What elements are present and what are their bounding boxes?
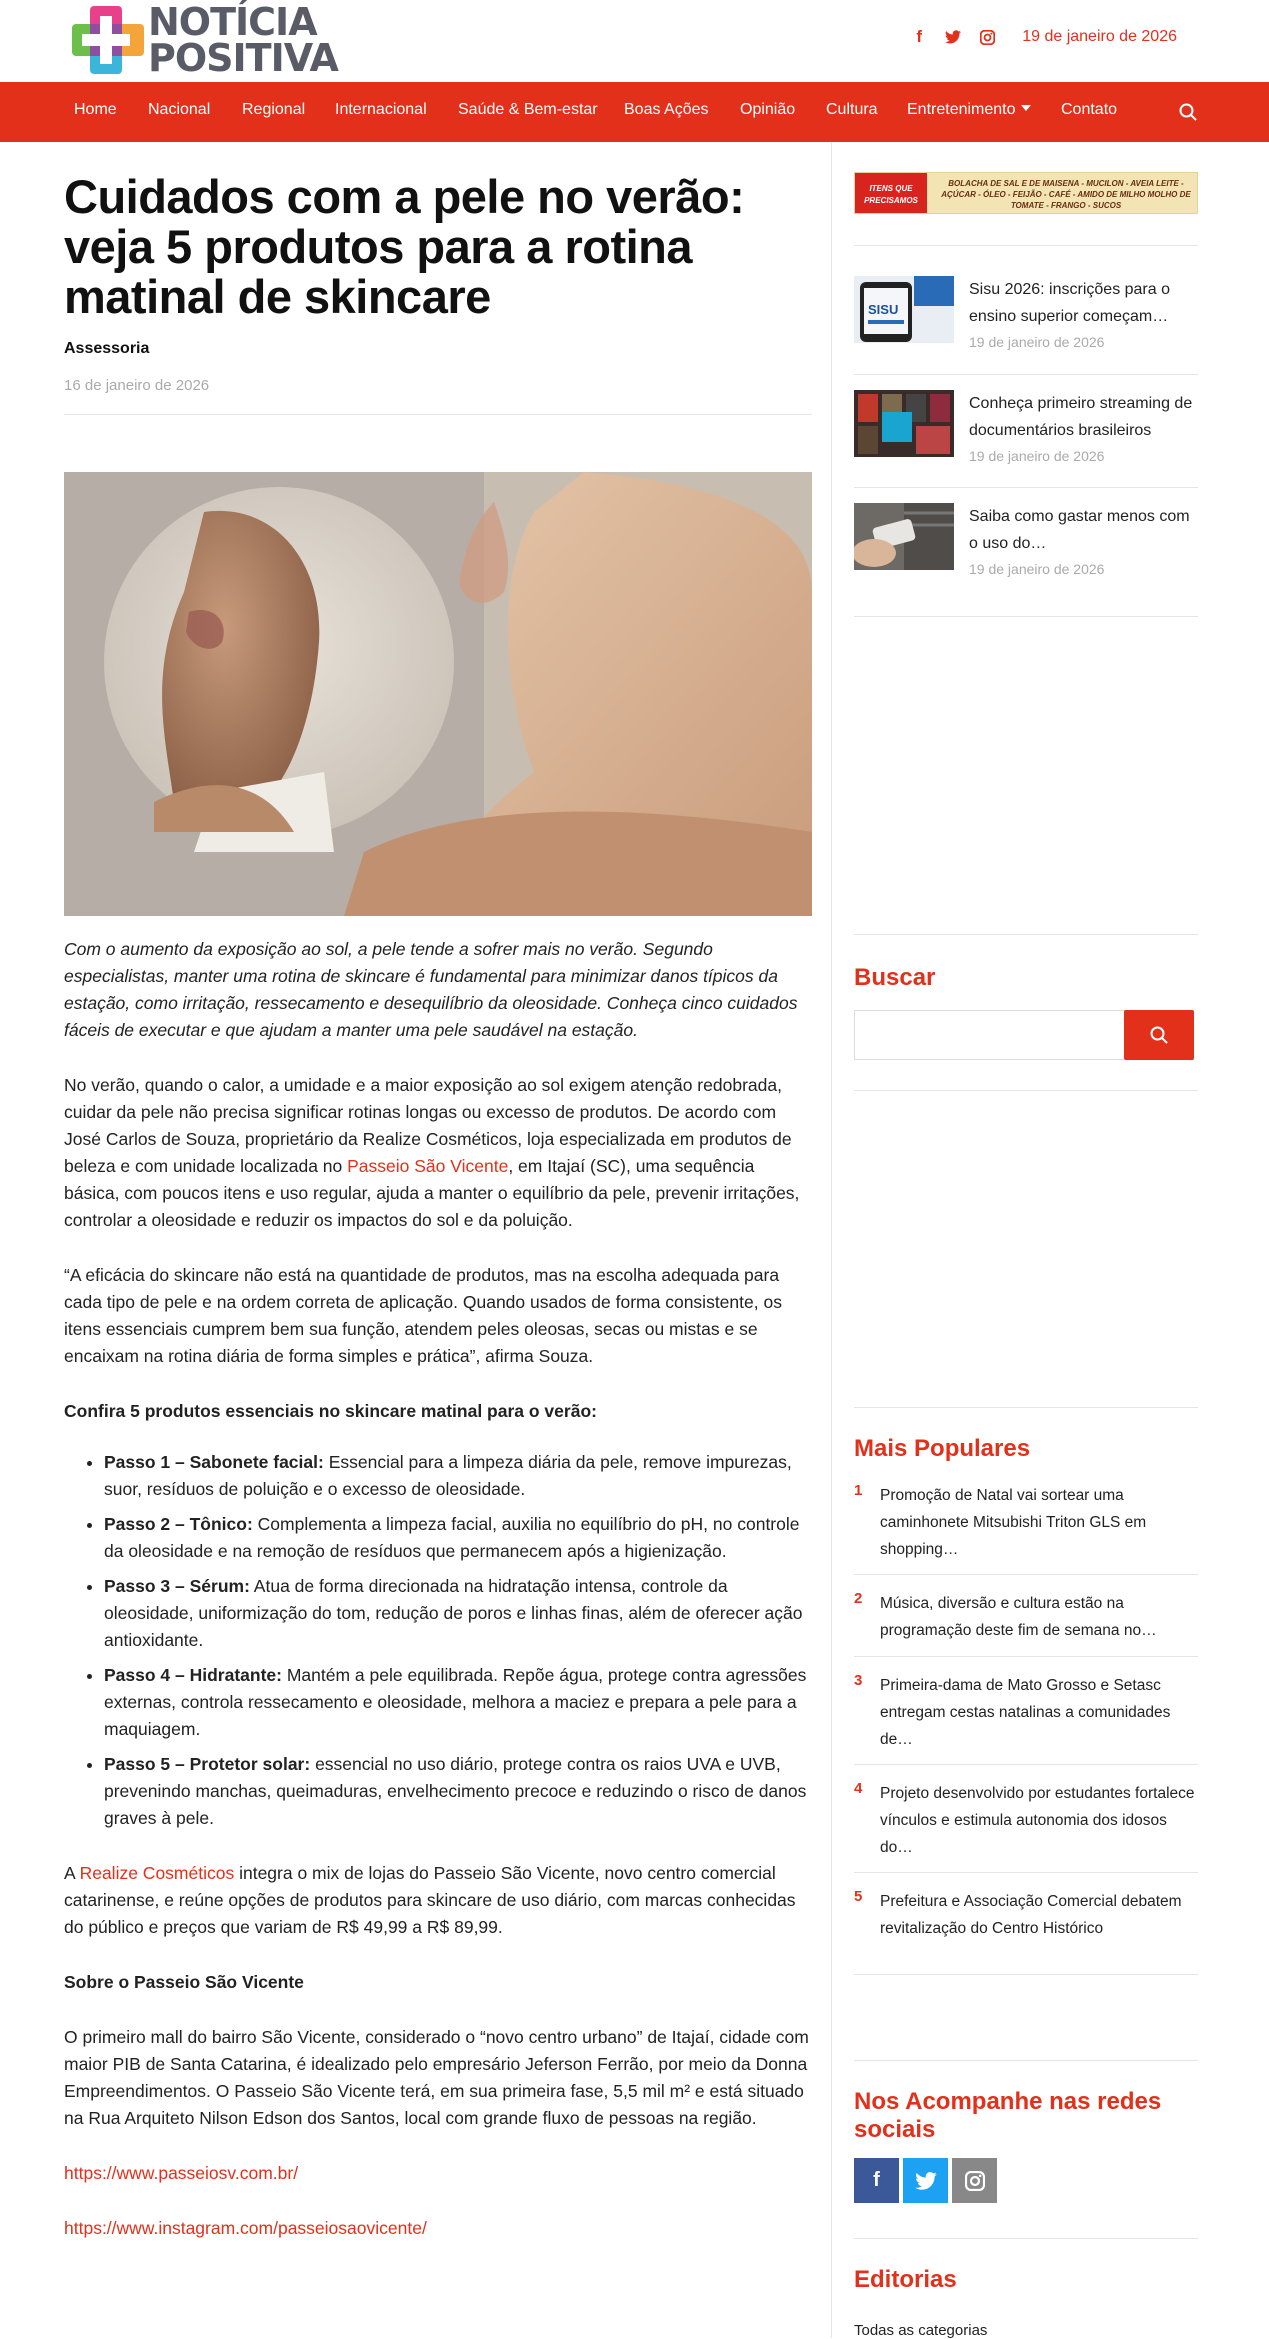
- divider: [854, 2060, 1198, 2061]
- article-lead: Com o aumento da exposição ao sol, a pele tende a sofrer mais no verão. Segundo especialistas, manter uma rotina de skincare é fundamental para minimizar danos típicos da estação, como irritação, ressecamento e desequilíbrio da oleosidade. Conheça cinco cuidados fáceis de executar e que ajudam a manter uma pele saudável na estação.: [64, 939, 798, 1040]
- list-item: [104, 1511, 812, 1565]
- nav-item-contato[interactable]: Contato: [1061, 101, 1118, 118]
- step-text: Mantém a pele equilibrada. Repõe água, protege contra agressões externas, controla ressecamento e oleosidade, melhora a maciez e prepara a pele para a maquiagem.: [104, 1665, 807, 1739]
- topbar-right: [910, 27, 1177, 47]
- popular-title[interactable]: Projeto desenvolvido por estudantes fortalece vínculos e estimula autonomia dos idosos do…: [880, 1785, 1195, 1856]
- header: [0, 0, 1269, 82]
- step-text: Atua de forma direcionada na hidratação intensa, controle da oleosidade, uniformização do tom, redução de poros e linhas finas, além de oferecer ação antioxidante.: [104, 1576, 803, 1650]
- article-quote: “A eficácia do skincare não está na quantidade de produtos, mas na escolha adequada para cada tipo de pele e na ordem correta de aplicação. Quando usados de forma consistente, os itens essenciais cumprem bem sua função, atendem peles oleosas, secas ou mistas e se encaixam na rotina diária de forma simples e prática”, afirma Souza.: [64, 1265, 782, 1366]
- divider: [854, 934, 1198, 935]
- step-label: Passo 4 – Hidratante:: [104, 1665, 282, 1685]
- popular-rank: 4: [854, 1780, 863, 1797]
- nav-item-entretenimento[interactable]: [907, 101, 1031, 119]
- divider: [854, 374, 1198, 375]
- news-thumbnail: [854, 276, 954, 343]
- sidebar: [831, 142, 1197, 2338]
- divider: [854, 1872, 1198, 1873]
- sidebar-news-item[interactable]: [854, 503, 1198, 593]
- popular-rank: 5: [854, 1888, 863, 1905]
- instagram-icon[interactable]: [952, 2158, 997, 2203]
- nav-item-home[interactable]: Home: [74, 101, 117, 118]
- popular-heading: Mais Populares: [854, 1435, 1031, 1462]
- search-icon[interactable]: [1178, 102, 1198, 122]
- nav-item-regional[interactable]: Regional: [242, 101, 306, 118]
- divider: [854, 616, 1198, 617]
- divider: [854, 245, 1198, 246]
- passeio-sao-vicente-link[interactable]: Passeio São Vicente: [347, 1156, 509, 1176]
- divider: [854, 487, 1198, 488]
- nav-item-entretenimento-label: Entretenimento: [907, 101, 1016, 118]
- popular-title[interactable]: Música, diversão e cultura estão na programação deste fim de semana no…: [880, 1595, 1157, 1639]
- step-label: Passo 2 – Tônico:: [104, 1514, 253, 1534]
- news-date: 19 de janeiro de 2026: [969, 561, 1105, 577]
- p2-text-before: A: [64, 1863, 80, 1883]
- popular-item[interactable]: [854, 1482, 1198, 1562]
- divider: [854, 2238, 1198, 2239]
- news-title[interactable]: Conheça primeiro streaming de documentários brasileiros: [969, 395, 1193, 439]
- popular-rank: 2: [854, 1590, 863, 1607]
- site-logo[interactable]: [68, 2, 338, 78]
- step-label: Passo 3 – Sérum:: [104, 1576, 250, 1596]
- step-label: Passo 1 – Sabonete facial:: [104, 1452, 324, 1472]
- passeio-website-link[interactable]: https://www.passeiosv.com.br/: [64, 2163, 299, 2183]
- step-text: essencial no uso diário, protege contra os raios UVA e UVB, prevenindo manchas, queimaduras, envelhecimento precoce e reduzindo o risco de danos graves à pele.: [104, 1754, 807, 1828]
- article-hero-image: [64, 472, 812, 916]
- hero-photo-illustration: [64, 472, 812, 916]
- popular-title[interactable]: Promoção de Natal vai sortear uma caminhonete Mitsubishi Triton GLS em shopping…: [880, 1487, 1147, 1558]
- divider: [854, 1407, 1198, 1408]
- about-paragraph: O primeiro mall do bairro São Vicente, considerado o “novo centro urbano” de Itajaí, cidade com maior PIB de Santa Catarina, é idealizado pelo empresário Jeferson Ferrão, por meio da Donna Empreendimentos. O Passeio São Vicente terá, em sua primeira fase, 5,5 mil m² e está situado na Rua Arquiteto Nilson Edson dos Santos, local com grande fluxo de pessoas na região.: [64, 2027, 809, 2128]
- list-heading: Confira 5 produtos essenciais no skincare matinal para o verão:: [64, 1401, 597, 1421]
- logo-line2: POSITIVA: [148, 36, 338, 80]
- divider: [854, 1574, 1198, 1575]
- search-icon: [1149, 1025, 1169, 1045]
- popular-rank: 3: [854, 1672, 863, 1689]
- divider: [854, 1764, 1198, 1765]
- search-input[interactable]: [854, 1010, 1126, 1060]
- chevron-down-icon: [1021, 105, 1031, 111]
- categories-heading: Editorias: [854, 2266, 957, 2293]
- ad-banner[interactable]: [854, 172, 1198, 214]
- news-thumbnail: [854, 503, 954, 570]
- popular-item[interactable]: [854, 1590, 1198, 1644]
- nav-item-boas-acoes[interactable]: Boas Ações: [624, 101, 709, 118]
- news-title[interactable]: Saiba como gastar menos com o uso do…: [969, 508, 1190, 552]
- p2-text-after: integra o mix de lojas do Passeio São Vicente, novo centro comercial catarinense, e reúne opções de produtos para skincare de uso diário, com marcas conhecidas do público e preços que variam de R$ 49,99 a R$ 89,99.: [64, 1863, 796, 1937]
- ad-badge: ITENS QUE PRECISAMOS: [855, 173, 927, 214]
- popular-item[interactable]: [854, 1888, 1198, 1942]
- p1-text-after: , em Itajaí (SC), uma sequência básica, com poucos itens e uso regular, ajuda a manter o equilíbrio da pele, prevenir irritações, controlar a oleosidade e reduzir os impactos do sol e da poluição.: [64, 1156, 800, 1230]
- list-item: [104, 1573, 812, 1654]
- divider: [854, 1090, 1198, 1091]
- article: [64, 142, 812, 2242]
- news-thumbnail: [854, 390, 954, 457]
- sidebar-news-item[interactable]: [854, 390, 1198, 480]
- article-paragraph-1: [64, 1072, 812, 1234]
- list-item: [104, 1662, 812, 1743]
- popular-title[interactable]: Prefeitura e Associação Comercial debatem revitalização do Centro Histórico: [880, 1893, 1182, 1937]
- facebook-icon[interactable]: f: [916, 27, 923, 46]
- instagram-icon[interactable]: [978, 27, 996, 47]
- popular-rank: 1: [854, 1482, 863, 1499]
- popular-item[interactable]: [854, 1672, 1198, 1752]
- current-date: 19 de janeiro de 2026: [1022, 28, 1177, 45]
- nav-item-saude[interactable]: Saúde & Bem-estar: [458, 101, 598, 118]
- divider: [854, 1974, 1198, 1975]
- article-paragraph-2: [64, 1860, 812, 1941]
- news-date: 19 de janeiro de 2026: [969, 334, 1105, 350]
- article-title: Cuidados com a pele no verão: veja 5 produtos para a rotina matinal de skincare: [64, 170, 745, 323]
- main-nav: [0, 82, 1269, 142]
- step-label: Passo 5 – Protetor solar:: [104, 1754, 311, 1774]
- list-item: [104, 1449, 812, 1503]
- ad-text: BOLACHA DE SAL E DE MAISENA - MUCILON - AVEIA LEITE - AÇÚCAR - ÓLEO - FEIJÃO - CAFÉ - AMIDO DE MILHO MOLHO DE TOMATE - FRANGO - SUCOS: [941, 179, 1191, 210]
- search-button[interactable]: [1124, 1010, 1194, 1060]
- p1-text-before: No verão, quando o calor, a umidade e a maior exposição ao sol exigem atenção redobrada, cuidar da pele não precisa significar rotinas longas ou excesso de produtos. De acordo com José Carlos de Souza, proprietário da Realize Cosméticos, loja especializada em produtos de beleza e com unidade localizada no: [64, 1075, 792, 1176]
- step-text: Complementa a limpeza facial, auxilia no equilíbrio do pH, no controle da oleosidade e na remoção de resíduos que permanecem após a higienização.: [104, 1514, 800, 1561]
- step-text: Essencial para a limpeza diária da pele, remove impurezas, suor, resíduos de poluição e o excesso de oleosidade.: [104, 1452, 792, 1499]
- logo-line1: NOTÍCIA: [148, 0, 317, 44]
- twitter-icon[interactable]: [944, 27, 962, 47]
- realize-cosmeticos-link[interactable]: Realize Cosméticos: [79, 1863, 235, 1883]
- twitter-icon[interactable]: [903, 2158, 948, 2203]
- passeio-instagram-link[interactable]: https://www.instagram.com/passeiosaovicente/: [64, 2218, 427, 2238]
- logo-cross-icon: [68, 2, 144, 78]
- list-item: [104, 1751, 812, 1832]
- sidebar-news-item[interactable]: [854, 276, 1198, 366]
- steps-list: [64, 1449, 812, 1832]
- facebook-icon[interactable]: f: [854, 2158, 899, 2203]
- nav-item-internacional[interactable]: Internacional: [335, 101, 427, 118]
- popular-item[interactable]: [854, 1780, 1198, 1860]
- categories-select[interactable]: Todas as categorias: [854, 2322, 988, 2339]
- article-date: 16 de janeiro de 2026: [64, 377, 812, 415]
- about-heading: Sobre o Passeio São Vicente: [64, 1972, 304, 1992]
- svg-text:SISU: SISU: [868, 302, 899, 317]
- nav-item-nacional[interactable]: Nacional: [148, 101, 211, 118]
- search-heading: Buscar: [854, 964, 936, 991]
- popular-title[interactable]: Primeira-dama de Mato Grosso e Setasc entregam cestas natalinas a comunidades de…: [880, 1677, 1171, 1748]
- divider: [854, 1656, 1198, 1657]
- news-title[interactable]: Sisu 2026: inscrições para o ensino superior começam…: [969, 281, 1170, 325]
- article-author[interactable]: Assessoria: [64, 340, 150, 357]
- nav-item-opiniao[interactable]: Opinião: [740, 101, 796, 118]
- follow-heading: Nos Acompanhe nas redes sociais: [854, 2088, 1162, 2143]
- nav-item-cultura[interactable]: Cultura: [826, 101, 878, 118]
- news-date: 19 de janeiro de 2026: [969, 448, 1105, 464]
